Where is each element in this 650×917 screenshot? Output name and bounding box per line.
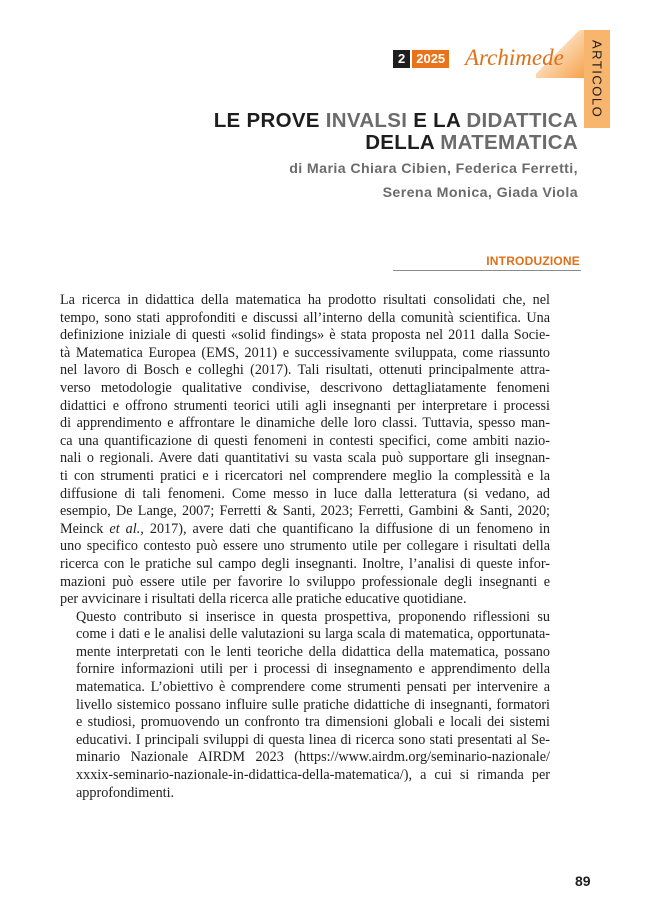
page-number: 89: [575, 873, 591, 889]
text-line: ca una quantificazione di questi fenomeni in contesti specifici, come ambiti nazio-: [60, 432, 550, 449]
issue-year: 2025: [412, 50, 449, 68]
text-line: tempo, sono stati approfonditi e discussi all’interno della comunità scientifica. Una: [60, 309, 550, 326]
text-line: definizione iniziale di questi «solid findings» è stata proposta nel 2011 dalla Socie-: [60, 327, 550, 344]
title-line-1: [214, 110, 578, 132]
title-part: E LA: [407, 109, 467, 132]
article-authors: [289, 157, 578, 205]
text-line: mente interpretati con le lenti teoriche della didattica della matematica, possano: [76, 643, 550, 660]
authors-line: Serena Monica, Giada Viola: [382, 185, 578, 201]
title-line-2: [214, 132, 578, 154]
journal-name: Archimede: [465, 45, 564, 70]
issue-number: 2: [393, 50, 410, 68]
text-line: xxxix-seminario-nazionale-in-didattica-della-matematica/), a cui si rimanda per: [76, 767, 550, 784]
section-divider: [393, 270, 581, 271]
text-line: Meinck et al., 2017), avere dati che quantificano la diffusione di un fenomeno in: [60, 520, 550, 537]
text-line: ti con strumenti pratici e i ricercatori nel comprendere meglio la complessità e la: [60, 467, 550, 484]
article-body: [60, 292, 550, 802]
title-part: DELLA: [365, 131, 441, 154]
text-line: ricerca con le pratiche sul campo degli insegnanti. Inoltre, l’analisi di queste infor-: [60, 555, 550, 572]
text-line: come i dati e le analisi delle valutazioni su larga scala di matematica, opportunata-: [76, 626, 550, 643]
text-line: approfondimenti.: [76, 784, 175, 801]
text-line: didattici e offrono strumenti teorici utili agli insegnanti per interpretare i processi: [60, 397, 550, 414]
text-line: fornire informazioni utili per i processi di insegnamento e apprendimento della: [76, 661, 550, 678]
text-line: educativi. I principali sviluppi di questa linea di ricerca sono stati presentati al Se-: [76, 731, 550, 748]
text-line: mazioni può essere utile per favorire lo sviluppo professionale degli insegnanti e: [60, 573, 550, 590]
text-line: e studiosi, promuovendo un confronto tra dimensioni globali e locali dei sistemi: [76, 714, 550, 731]
text-line: livello sistemico possano influire sulle pratiche didattiche di insegnanti, formatori: [76, 696, 550, 713]
text-line: Questo contributo si inserisce in questa prospettiva, proponendo riflessioni su: [76, 608, 550, 625]
text-line: per avvicinare i risultati della ricerca alle pratiche educative quotidiane.: [60, 591, 467, 608]
text-line: uno specifico contesto può essere uno strumento utile per collegare i risultati della: [60, 538, 550, 555]
text-line: verso metodologie qualitative condivise, descrivono dettagliatamente fenomeni: [60, 379, 550, 396]
text-line: La ricerca in didattica della matematica ha prodotto risultati consolidati che, nel: [60, 292, 550, 308]
text-line: di apprendimento e affrontare le dinamiche delle loro classi. Tuttavia, spesso man-: [60, 415, 550, 432]
body-paragraph: [60, 609, 550, 803]
issue-badge: [393, 50, 449, 68]
text-line: matematica. L’obiettivo è comprendere come strumenti pensati per intervenire a: [76, 679, 550, 696]
text-line: nel lavoro di Bosch e colleghi (2017). Tali risultati, ottenuti principalmente attra-: [60, 362, 550, 379]
title-part: INVALSI: [325, 109, 408, 132]
text-line: minario Nazionale AIRDM 2023 (https://www.airdm.org/seminario-nazionale/: [76, 749, 550, 766]
title-part: LE PROVE: [213, 109, 326, 132]
section-tab-label: ARTICOLO: [589, 39, 605, 119]
text-line: nali o regionali. Avere dati quantitativi su vasta scala può supportare gli insegnan-: [60, 450, 550, 467]
title-part: DIDATTICA: [466, 109, 578, 132]
text-line: diffusione di tali fenomeni. Come messo in luce dalla letteratura (si vedano, ad: [60, 485, 550, 502]
text-line: tà Matematica Europea (EMS, 2011) e successivamente sviluppata, come riassunto: [60, 344, 550, 361]
authors-line: di Maria Chiara Cibien, Federica Ferretti,: [289, 161, 578, 177]
body-paragraph: [60, 292, 550, 609]
text-line: esempio, De Lange, 2007; Ferretti & Santi, 2023; Ferretti, Gambini & Santi, 2020;: [60, 503, 550, 520]
article-title: [214, 110, 578, 154]
title-part: MATEMATICA: [440, 131, 578, 154]
section-heading: INTRODUZIONE: [486, 254, 580, 268]
emphasis: et al.: [109, 520, 141, 537]
